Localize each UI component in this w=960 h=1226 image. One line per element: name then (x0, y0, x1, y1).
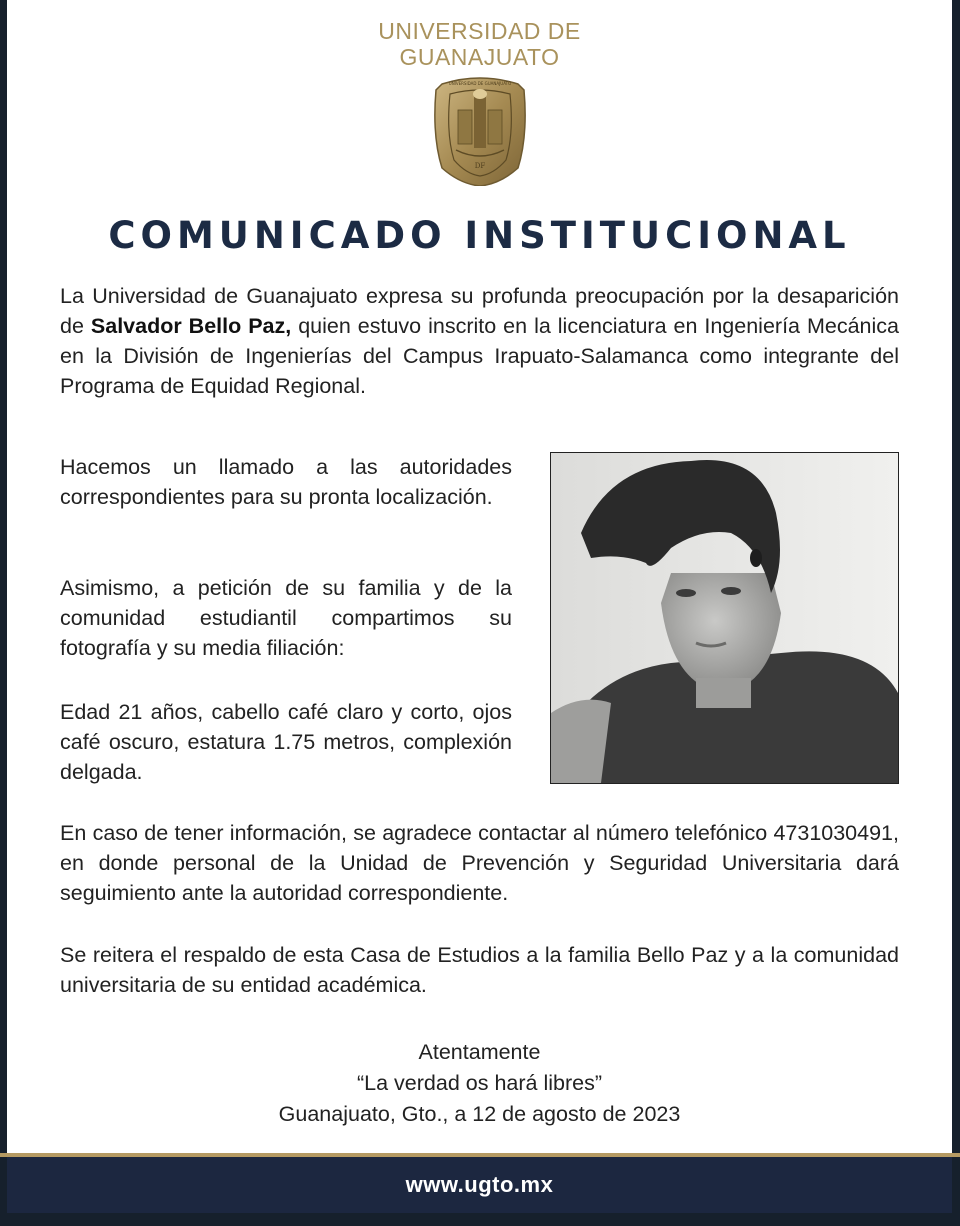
missing-person-photo (550, 452, 899, 784)
svg-text:UNIVERSIDAD DE GUANAJUATO: UNIVERSIDAD DE GUANAJUATO (448, 81, 511, 86)
university-header (7, 18, 952, 186)
website-link[interactable]: www.ugto.mx (405, 1172, 554, 1197)
missing-person-name: Salvador Bello Paz, (90, 314, 292, 338)
support-paragraph: Se reitera el respaldo de esta Casa de Estudios a la familia Bello Paz y a la comunidad universitaria de su entidad académica. (60, 943, 899, 997)
page-title: COMUNICADO INSTITUCIONAL (108, 214, 851, 257)
university-name-line1: UNIVERSIDAD DE (378, 18, 581, 44)
communique-sheet (7, 0, 952, 1153)
intro-text-before-name: La Universidad de Guanajuato expresa su profunda preocupación por la desaparición de (60, 284, 899, 338)
intro-paragraph (60, 281, 899, 401)
person-portrait-image (551, 453, 898, 783)
university-name (7, 18, 952, 70)
closing-block (7, 1037, 952, 1130)
svg-text:DF: DF (474, 162, 485, 170)
footer-bar (7, 1157, 952, 1213)
call-to-authorities-paragraph: Hacemos un llamado a las autoridades correspondientes para su pronta localización. (60, 455, 512, 509)
physical-description-paragraph: Edad 21 años, cabello café claro y corto, ojos café oscuro, estatura 1.75 metros, complexión delgada. (60, 700, 512, 784)
sign-off: Atentamente (418, 1040, 541, 1064)
university-name-line2: GUANAJUATO (399, 44, 560, 70)
family-request-paragraph: Asimismo, a petición de su familia y de la comunidad estudiantil compartimos su fotografía y su media filiación: (60, 576, 512, 660)
place-and-date: Guanajuato, Gto., a 12 de agosto de 2023 (278, 1102, 681, 1126)
motto: “La verdad os hará libres” (357, 1071, 602, 1095)
university-crest-icon (428, 76, 532, 186)
intro-text-after-name: quien estuvo inscrito en la licenciatura en Ingeniería Mecánica en la División de Ingenierías del Campus Irapuato-Salamanca como integrante del Programa de Equidad Regional. (60, 314, 899, 398)
contact-paragraph: En caso de tener información, se agradece contactar al número telefónico 4731030491, en donde personal de la Unidad de Prevención y Seguridad Universitaria dará seguimiento ante la autoridad correspondiente. (60, 821, 899, 905)
